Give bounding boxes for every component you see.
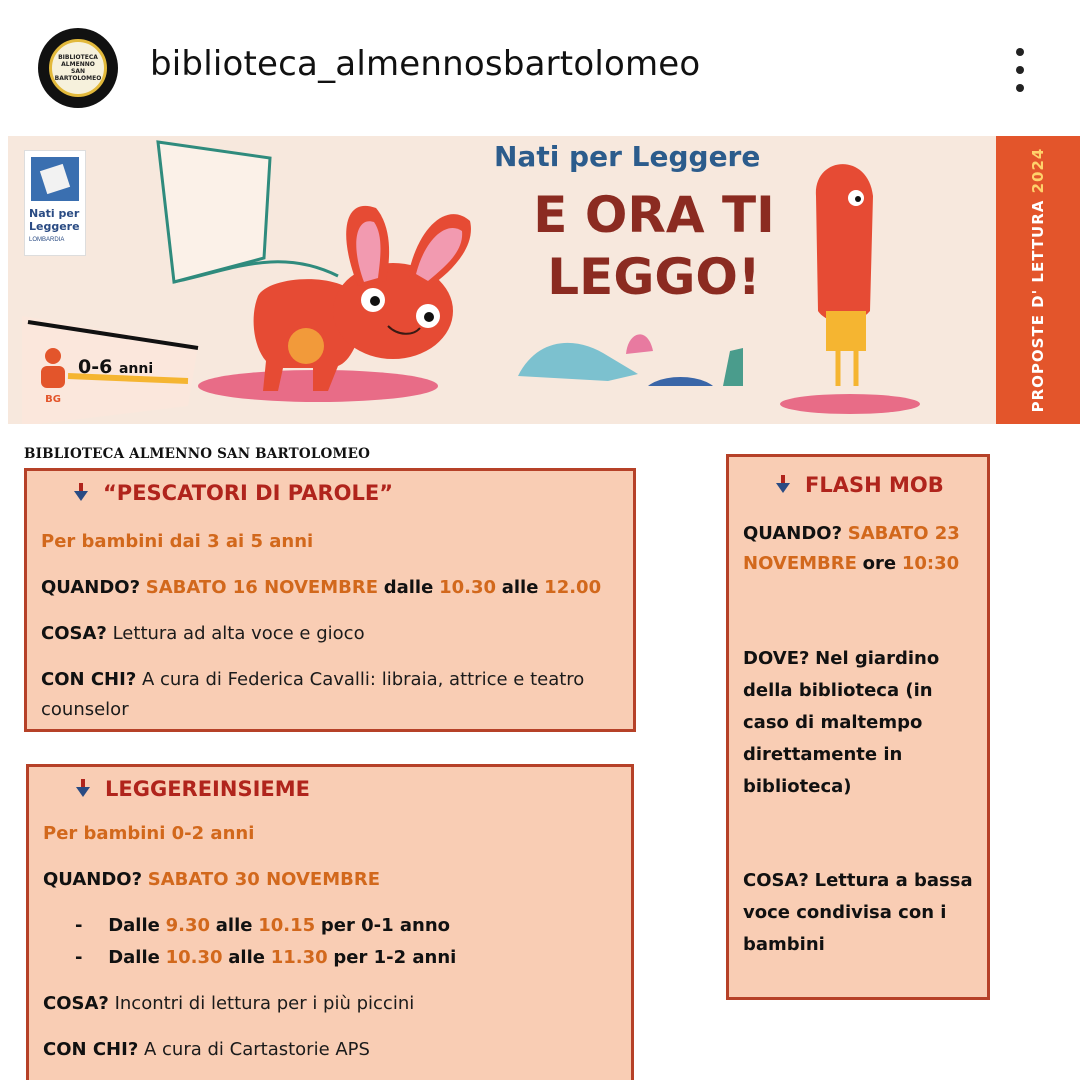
what-label: COSA? (41, 623, 107, 644)
age-range: 0-6 (78, 356, 113, 378)
what-row (43, 989, 414, 1019)
avatar-label: BIBLIOTECA ALMENNO SAN BARTOLOMEO (49, 39, 107, 97)
card-title: FLASH MOB (805, 473, 944, 497)
who-text: A cura di Cartastorie APS (144, 1039, 370, 1060)
when-end: 12.00 (544, 577, 602, 598)
age-badge (78, 356, 153, 378)
side-label-text: PROPOSTE D' LETTURA (1029, 199, 1047, 413)
what-text: Lettura ad alta voce e gioco (112, 623, 365, 644)
banner-subtitle: Nati per Leggere (494, 140, 761, 173)
what-label: COSA? (743, 870, 809, 891)
profile-username[interactable]: biblioteca_almennosbartolomeo (150, 44, 701, 84)
when-label: QUANDO? (743, 523, 843, 544)
slot-for: per 0-1 anno (320, 915, 451, 936)
event-card-leggereinsieme (26, 764, 634, 1080)
when-hour: 10:30 (901, 553, 960, 574)
down-arrow-icon (73, 483, 89, 503)
who-row (41, 665, 621, 725)
library-bg-icon (36, 346, 70, 406)
logo-region: LOMBARDIA (29, 237, 65, 243)
card-subtitle: Per bambini 0-2 anni (43, 823, 255, 844)
what-label: COSA? (43, 993, 109, 1014)
card-title: LEGGEREINSIEME (105, 777, 310, 801)
event-card-pescatori (24, 468, 636, 732)
what-text: Incontri di lettura per i più piccini (114, 993, 415, 1014)
logo-line1: Nati per (29, 207, 80, 220)
side-label (1029, 148, 1047, 413)
slot-end: 11.30 (270, 947, 328, 968)
down-arrow-icon (75, 779, 91, 799)
slot-to: alle (215, 915, 253, 936)
slot-from: Dalle (108, 947, 160, 968)
when-label: QUANDO? (43, 869, 143, 890)
who-row (43, 1035, 370, 1065)
when-date: SABATO 30 NOVEMBRE (147, 869, 380, 890)
when-row (43, 865, 380, 895)
slot-for: per 1-2 anni (333, 947, 457, 968)
event-card-flashmob (726, 454, 990, 1000)
slot-to: alle (228, 947, 265, 968)
profile-avatar[interactable] (38, 28, 118, 108)
side-year: 2024 (1029, 147, 1047, 194)
when-from: dalle (383, 577, 434, 598)
when-hour-prefix: ore (862, 553, 897, 574)
when-date: SABATO 23 NOVEMBRE (743, 523, 960, 574)
what-text: Lettura a bassa voce condivisa con i bambini (743, 870, 973, 955)
nati-per-leggere-logo (24, 150, 86, 256)
logo-text (29, 207, 80, 233)
when-label: QUANDO? (41, 577, 141, 598)
where-text: Nel giardino della biblioteca (in caso di maltempo direttamente in biblioteca) (743, 648, 940, 797)
slot-from: Dalle (108, 915, 160, 936)
slot-start: 10.30 (165, 947, 223, 968)
time-slot: - Dalle 9.30 alle 10.15 per 0-1 anno (75, 915, 451, 936)
time-slot: - Dalle 10.30 alle 11.30 per 1-2 anni (75, 947, 457, 968)
library-title: BIBLIOTECA ALMENNO SAN BARTOLOMEO (24, 446, 371, 462)
where-label: DOVE? (743, 648, 810, 669)
logo-emblem (31, 157, 79, 201)
event-banner (8, 136, 1080, 424)
post-header (0, 0, 1080, 136)
logo-line2: Leggere (29, 220, 80, 233)
what-row (41, 619, 365, 649)
who-label: CON CHI? (43, 1039, 139, 1060)
when-start: 10.30 (439, 577, 496, 598)
who-label: CON CHI? (41, 669, 137, 690)
slot-start: 9.30 (165, 915, 211, 936)
what-row (743, 865, 979, 961)
banner-title: E ORA TI LEGGO! (533, 186, 775, 306)
where-row (743, 643, 979, 803)
when-row (743, 519, 979, 579)
when-row (41, 573, 601, 603)
when-date: SABATO 16 NOVEMBRE (145, 577, 378, 598)
card-subtitle: Per bambini dai 3 ai 5 anni (41, 531, 314, 552)
more-options-icon[interactable] (1004, 46, 1034, 94)
banner-side-strip (996, 136, 1080, 424)
down-arrow-icon (775, 475, 791, 495)
logo-bg-text: BG (45, 394, 61, 405)
slot-end: 10.15 (258, 915, 316, 936)
age-unit: anni (118, 361, 154, 377)
who-text: A cura di Federica Cavalli: libraia, attrice e teatro counselor (41, 669, 585, 720)
when-to: alle (501, 577, 539, 598)
card-title: “PESCATORI DI PAROLE” (103, 481, 393, 505)
